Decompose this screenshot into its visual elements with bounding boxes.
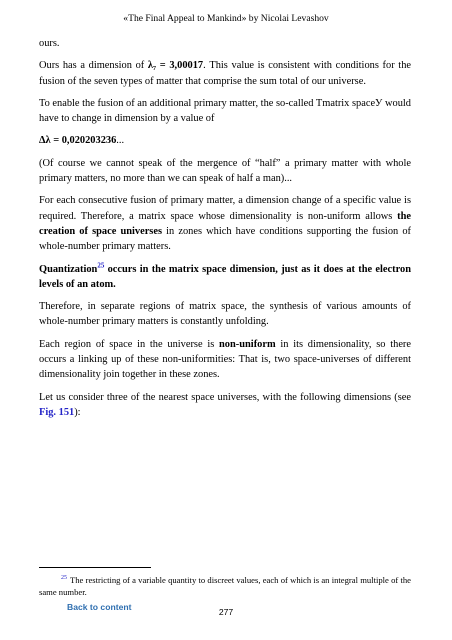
- delta-formula: Δλ = 0,020203236: [39, 135, 117, 147]
- paragraph-1-text-b: . This value is consistent with conditions for the fusion of the seven types of matter that comprise the sum total of our universe.: [39, 60, 411, 87]
- delta-formula-tail: ...: [116, 135, 125, 147]
- paragraph-0: ours.: [39, 38, 60, 49]
- footnote-ref-25[interactable]: 25: [97, 261, 105, 270]
- paragraph-6: [39, 262, 411, 293]
- paragraph-9-text-b: ):: [74, 406, 81, 418]
- back-to-content-link[interactable]: Back to content: [67, 602, 132, 612]
- paragraph-1-text-a: Ours has a dimension of: [39, 60, 148, 72]
- paragraph-8: [39, 337, 411, 383]
- emphasis-non-uniform: non-uniform: [219, 338, 276, 350]
- paragraph-5-text-c: in zones which have conditions supporting the fusion of whole-number primary matters.: [39, 225, 411, 253]
- dimension-formula: λ₇ = 3,00017: [147, 60, 204, 72]
- paragraph-2: To enable the fusion of an additional primary matter, the so-called Tmatrix spaceУ would have to change in dimension by a value of: [39, 97, 411, 125]
- emphasis-space-universes: the creation of space universes: [39, 210, 411, 237]
- footnote-text: The restricting of a variable quantity to discreet values, each of which is an integral multiple of the same number.: [39, 575, 411, 597]
- body-text: [39, 36, 411, 427]
- footnote-25: [39, 575, 411, 598]
- paragraph-9-text-a: Let us consider three of the nearest space universes, with the following dimensions (see: [39, 391, 411, 403]
- paragraph-6-text-b: occurs in the matrix space dimension, just as it does at the electron levels of an atom.: [39, 263, 411, 290]
- paragraph-8-text-a: Each region of space in the universe is: [39, 338, 220, 350]
- figure-151-link[interactable]: Fig. 151: [39, 406, 75, 418]
- paragraph-5-text-a: For each consecutive fusion of primary matter, a dimension change of a specific value is required. Therefore, a matrix space whose dimensionality is non-uniform allows: [39, 195, 411, 222]
- paragraph-9: [39, 390, 411, 421]
- paragraph-6-text-a: Quantization: [39, 263, 98, 275]
- footnote-divider: [39, 567, 151, 568]
- paragraph-5: [39, 193, 411, 254]
- paragraph-1: [39, 58, 411, 89]
- paragraph-4: (Of course we cannot speak of the mergence of “half” a primary matter with whole primary matters, no more than we can speak of half a man)...: [39, 157, 411, 185]
- paragraph-3: [39, 133, 411, 148]
- page-number: 277: [218, 607, 234, 617]
- footnote-number: 25: [61, 575, 67, 582]
- paragraph-7: Therefore, in separate regions of matrix space, the synthesis of various amounts of whole-number primary matters is constantly unfolding.: [39, 301, 411, 328]
- running-header: «The Final Appeal to Mankind» by Nicolai Levashov: [123, 13, 329, 24]
- paragraph-8-text-c: in its dimensionality, so there occurs a linking up of these non-uniformities: That is, two space-universes of different dimensionality join together in these zones.: [39, 338, 412, 381]
